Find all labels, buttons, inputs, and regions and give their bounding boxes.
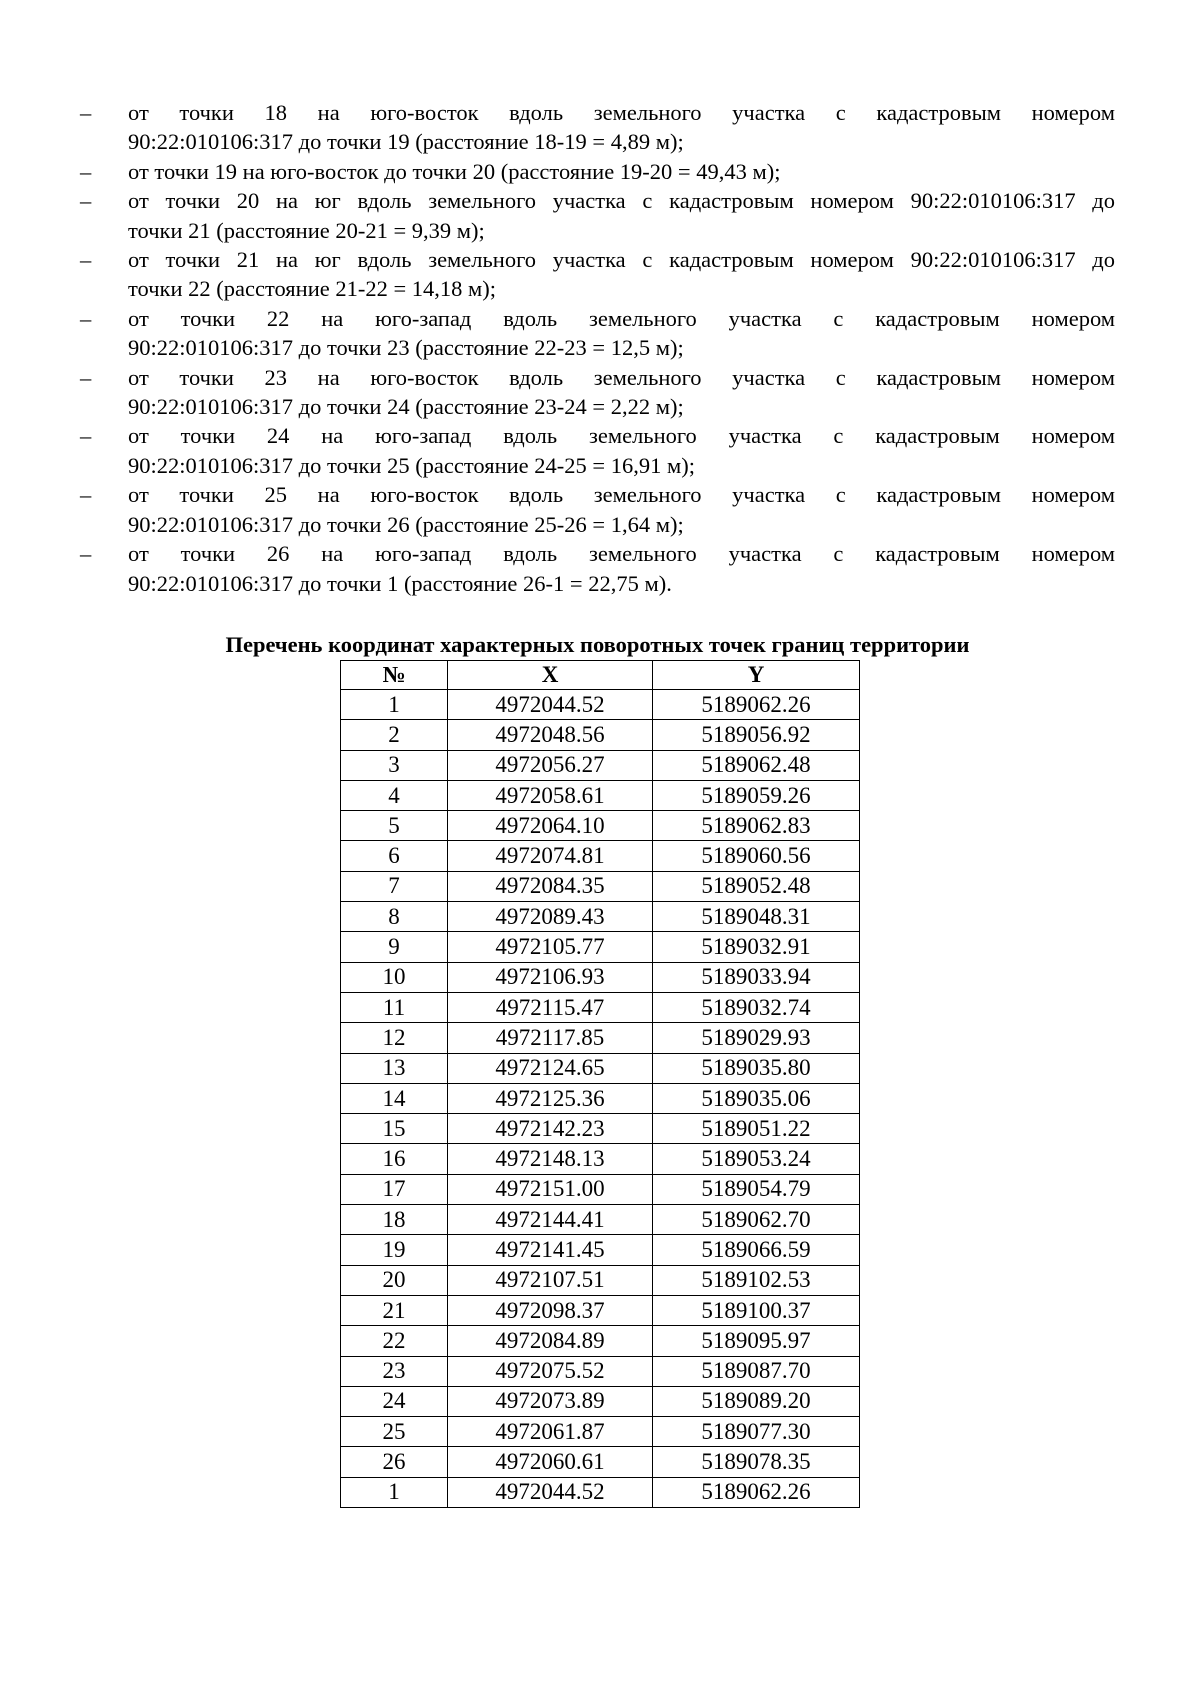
- cell-number: 20: [341, 1265, 448, 1295]
- cell-x: 4972141.45: [448, 1235, 653, 1265]
- bullet-dash: –: [80, 423, 92, 449]
- table-row: [341, 690, 860, 720]
- cell-x: 4972084.35: [448, 871, 653, 901]
- cell-x: 4972061.87: [448, 1417, 653, 1447]
- cell-number: 13: [341, 1053, 448, 1083]
- cell-y: 5189087.70: [653, 1356, 860, 1386]
- segment-text-line-2: точки 21 (расстояние 20-21 = 9,39 м);: [128, 217, 485, 243]
- segment-item: [80, 363, 1115, 422]
- table-row: [341, 932, 860, 962]
- cell-y: 5189054.79: [653, 1174, 860, 1204]
- segment-text-line-2: 90:22:010106:317 до точки 1 (расстояние 26-1 = 22,75 м).: [128, 570, 672, 596]
- cell-number: 10: [341, 962, 448, 992]
- segment-text-line-2: 90:22:010106:317 до точки 26 (расстояние 25-26 = 1,64 м);: [128, 511, 684, 537]
- table-row: [341, 1326, 860, 1356]
- cell-number: 12: [341, 1023, 448, 1053]
- cell-x: 4972106.93: [448, 962, 653, 992]
- cell-x: 4972058.61: [448, 780, 653, 810]
- cell-y: 5189059.26: [653, 780, 860, 810]
- cell-y: 5189053.24: [653, 1144, 860, 1174]
- cell-number: 14: [341, 1083, 448, 1113]
- bullet-dash: –: [80, 541, 92, 567]
- table-row: [341, 902, 860, 932]
- table-row: [341, 1053, 860, 1083]
- segment-text-line-2: 90:22:010106:317 до точки 24 (расстояние 23-24 = 2,22 м);: [128, 394, 684, 420]
- header-y: Y: [653, 661, 860, 690]
- table-row: [341, 1417, 860, 1447]
- table-row: [341, 780, 860, 810]
- table-row: [341, 1174, 860, 1204]
- cell-x: 4972075.52: [448, 1356, 653, 1386]
- segment-text-line-1: от точки 18 на юго-восток вдоль земельного участка с кадастровым номером: [128, 100, 1115, 125]
- cell-number: 25: [341, 1417, 448, 1447]
- cell-number: 19: [341, 1235, 448, 1265]
- cell-x: 4972064.10: [448, 811, 653, 841]
- cell-number: 16: [341, 1144, 448, 1174]
- cell-y: 5189056.92: [653, 720, 860, 750]
- cell-number: 26: [341, 1447, 448, 1477]
- segment-item: [80, 245, 1115, 304]
- cell-x: 4972125.36: [448, 1083, 653, 1113]
- coordinates-table: [340, 660, 860, 1508]
- cell-y: 5189089.20: [653, 1386, 860, 1416]
- segment-item: [80, 480, 1115, 539]
- cell-number: 2: [341, 720, 448, 750]
- table-row: [341, 871, 860, 901]
- segment-item: [80, 304, 1115, 363]
- segment-text-line-1: от точки 20 на юг вдоль земельного участка с кадастровым номером 90:22:010106:317 до: [128, 188, 1115, 214]
- cell-number: 24: [341, 1386, 448, 1416]
- table-row: [341, 1114, 860, 1144]
- cell-y: 5189029.93: [653, 1023, 860, 1053]
- cell-number: 21: [341, 1295, 448, 1325]
- table-body: [341, 690, 860, 1508]
- cell-number: 23: [341, 1356, 448, 1386]
- cell-x: 4972107.51: [448, 1265, 653, 1295]
- table-row: [341, 841, 860, 871]
- cell-x: 4972124.65: [448, 1053, 653, 1083]
- cell-number: 1: [341, 1477, 448, 1507]
- cell-y: 5189062.70: [653, 1205, 860, 1235]
- table-header-row: [341, 661, 860, 690]
- bullet-dash: –: [80, 158, 92, 184]
- table-row: [341, 1447, 860, 1477]
- table-row: [341, 1235, 860, 1265]
- cell-y: 5189102.53: [653, 1265, 860, 1295]
- cell-y: 5189051.22: [653, 1114, 860, 1144]
- cell-y: 5189035.06: [653, 1083, 860, 1113]
- table-row: [341, 720, 860, 750]
- table-row: [341, 1023, 860, 1053]
- cell-y: 5189078.35: [653, 1447, 860, 1477]
- segment-text-line-1: от точки 23 на юго-восток вдоль земельного участка с кадастровым номером: [128, 364, 1115, 390]
- cell-x: 4972060.61: [448, 1447, 653, 1477]
- segment-text-line-1: от точки 19 на юго-восток до точки 20 (расстояние 19-20 = 49,43 м);: [128, 158, 781, 184]
- segment-text-line-1: от точки 22 на юго-запад вдоль земельного участка с кадастровым номером: [128, 305, 1115, 331]
- cell-number: 11: [341, 992, 448, 1022]
- segment-text-line-2: 90:22:010106:317 до точки 23 (расстояние 22-23 = 12,5 м);: [128, 335, 684, 361]
- cell-y: 5189100.37: [653, 1295, 860, 1325]
- cell-y: 5189035.80: [653, 1053, 860, 1083]
- cell-number: 15: [341, 1114, 448, 1144]
- cell-y: 5189048.31: [653, 902, 860, 932]
- cell-number: 7: [341, 871, 448, 901]
- cell-y: 5189062.26: [653, 690, 860, 720]
- table-row: [341, 1295, 860, 1325]
- table-row: [341, 1477, 860, 1507]
- cell-y: 5189077.30: [653, 1417, 860, 1447]
- table-row: [341, 1265, 860, 1295]
- segment-text-line-2: точки 22 (расстояние 21-22 = 14,18 м);: [128, 276, 497, 302]
- table-title: Перечень координат характерных поворотных точек границ территории: [225, 632, 970, 657]
- bullet-dash: –: [80, 305, 92, 331]
- cell-y: 5189032.74: [653, 992, 860, 1022]
- cell-x: 4972117.85: [448, 1023, 653, 1053]
- table-row: [341, 1356, 860, 1386]
- cell-number: 3: [341, 750, 448, 780]
- cell-x: 4972044.52: [448, 690, 653, 720]
- boundary-segment-list: [80, 98, 1115, 598]
- cell-x: 4972044.52: [448, 1477, 653, 1507]
- cell-number: 17: [341, 1174, 448, 1204]
- cell-y: 5189066.59: [653, 1235, 860, 1265]
- table-row: [341, 1386, 860, 1416]
- segment-item: [80, 539, 1115, 598]
- cell-x: 4972084.89: [448, 1326, 653, 1356]
- table-row: [341, 811, 860, 841]
- cell-number: 4: [341, 780, 448, 810]
- segment-text-line-1: от точки 25 на юго-восток вдоль земельного участка с кадастровым номером: [128, 482, 1115, 508]
- cell-x: 4972115.47: [448, 992, 653, 1022]
- bullet-dash: –: [80, 247, 92, 273]
- cell-y: 5189062.26: [653, 1477, 860, 1507]
- segment-item: [80, 157, 1115, 186]
- cell-x: 4972151.00: [448, 1174, 653, 1204]
- cell-number: 5: [341, 811, 448, 841]
- cell-y: 5189062.83: [653, 811, 860, 841]
- bullet-dash: –: [80, 364, 92, 390]
- cell-x: 4972048.56: [448, 720, 653, 750]
- cell-x: 4972148.13: [448, 1144, 653, 1174]
- table-row: [341, 1083, 860, 1113]
- segment-text-line-1: от точки 21 на юг вдоль земельного участка с кадастровым номером 90:22:010106:317 до: [128, 247, 1115, 273]
- table-row: [341, 1205, 860, 1235]
- bullet-dash: –: [80, 100, 92, 125]
- segment-item: [80, 186, 1115, 245]
- bullet-dash: –: [80, 188, 92, 214]
- cell-x: 4972056.27: [448, 750, 653, 780]
- table-row: [341, 962, 860, 992]
- cell-number: 8: [341, 902, 448, 932]
- header-x: X: [448, 661, 653, 690]
- table-row: [341, 992, 860, 1022]
- segment-text-line-2: 90:22:010106:317 до точки 19 (расстояние 18-19 = 4,89 м);: [128, 129, 684, 155]
- segment-text-line-2: 90:22:010106:317 до точки 25 (расстояние 24-25 = 16,91 м);: [128, 452, 695, 478]
- segment-item: [80, 421, 1115, 480]
- cell-x: 4972144.41: [448, 1205, 653, 1235]
- cell-number: 1: [341, 690, 448, 720]
- cell-x: 4972074.81: [448, 841, 653, 871]
- segment-item: [80, 98, 1115, 157]
- cell-y: 5189095.97: [653, 1326, 860, 1356]
- header-number: №: [341, 661, 448, 690]
- cell-number: 6: [341, 841, 448, 871]
- cell-x: 4972105.77: [448, 932, 653, 962]
- cell-x: 4972089.43: [448, 902, 653, 932]
- cell-x: 4972142.23: [448, 1114, 653, 1144]
- bullet-dash: –: [80, 482, 92, 508]
- cell-x: 4972098.37: [448, 1295, 653, 1325]
- cell-number: 9: [341, 932, 448, 962]
- cell-y: 5189060.56: [653, 841, 860, 871]
- cell-number: 22: [341, 1326, 448, 1356]
- cell-x: 4972073.89: [448, 1386, 653, 1416]
- cell-y: 5189052.48: [653, 871, 860, 901]
- cell-y: 5189062.48: [653, 750, 860, 780]
- cell-y: 5189033.94: [653, 962, 860, 992]
- table-row: [341, 1144, 860, 1174]
- cell-y: 5189032.91: [653, 932, 860, 962]
- table-row: [341, 750, 860, 780]
- segment-text-line-1: от точки 26 на юго-запад вдоль земельного участка с кадастровым номером: [128, 541, 1115, 567]
- cell-number: 18: [341, 1205, 448, 1235]
- segment-text-line-1: от точки 24 на юго-запад вдоль земельного участка с кадастровым номером: [128, 423, 1115, 449]
